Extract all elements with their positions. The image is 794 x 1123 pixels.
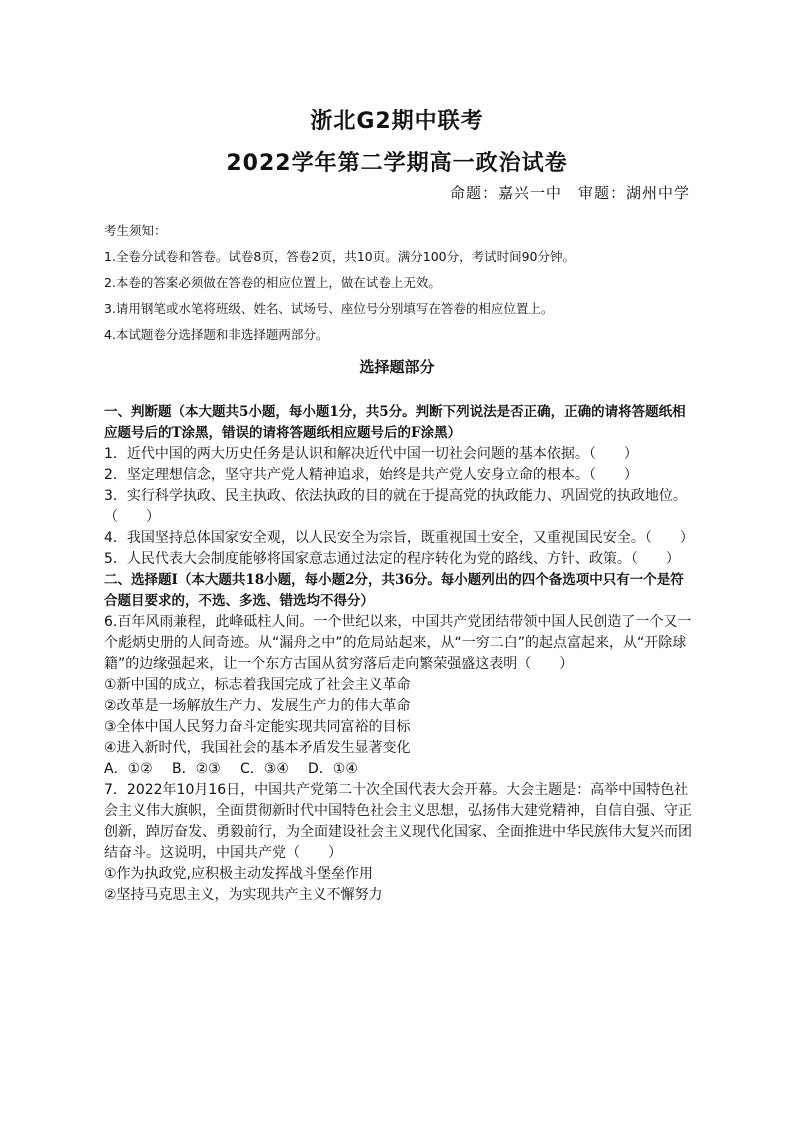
exam-title-line1: 浙北G2期中联考 [310, 109, 484, 134]
notice-item: 2.本卷的答案必须做在答卷的相应位置上，做在试卷上无效。 [104, 275, 441, 290]
notice-item: 4.本试题卷分选择题和非选择题两部分。 [104, 327, 329, 342]
choice-c: C．③④ [240, 761, 289, 777]
notice-heading: 考生须知： [104, 223, 167, 238]
notice-block [104, 218, 694, 348]
question-2: 2．坚定理想信念，坚守共产党人精神追求，始终是共产党人安身立命的根本。（ ） [104, 467, 638, 483]
question-7-option: ②坚持马克思主义，为实现共产主义不懈努力 [104, 887, 383, 903]
section-title: 选择题部分 [359, 358, 435, 376]
part1-heading: 一、判断题（本大题共5小题，每小题1分，共5分。判断下列说法是否正确，正确的请将答题纸相应题号后的T涂黑，错误的请将答题纸相应题号后的F涂黑） [104, 404, 686, 441]
question-6-choices [104, 759, 696, 780]
question-7-stem: 7．2022年10月16日，中国共产党第二十次全国代表大会开幕。大会主题是：高举中国特色社会主义伟大旗帜，全面贯彻新时代中国特色社会主义思想，弘扬伟大建党精神，自信自强、守正创新，踔厉奋发、勇毅前行，为全面建设社会主义现代化国家、全面推进中华民族伟大复兴而团结奋斗。这说明，中国共产党（ ） [104, 782, 692, 861]
notice-item: 1.全卷分试卷和答卷。试卷8页，答卷2页，共10页。满分100分，考试时间90分钟。 [104, 249, 576, 264]
question-1: 1．近代中国的两大历史任务是认识和解决近代中国一切社会问题的基本依据。（ ） [104, 446, 638, 462]
question-6-option: ③全体中国人民努力奋斗定能实现共同富裕的目标 [104, 719, 411, 735]
question-4: 4．我国坚持总体国家安全观，以人民安全为宗旨，既重视国土安全，又重视国民安全。（ ） [104, 530, 694, 546]
notice-item: 3.请用钢笔或水笔将班级、姓名、试场号、座位号分别填写在答卷的相应位置上。 [104, 301, 554, 316]
exam-setter: 命题：嘉兴一中 审题：湖州中学 [449, 184, 690, 202]
question-6-stem: 6.百年风雨兼程，此峰砥柱人间。一个世纪以来，中国共产党团结带领中国人民创造了一个又一个彪炳史册的人间奇迹。从“漏舟之中”的危局站起来，从“一穷二白”的起点富起来，从“开除球籍”的边缘强起来，让一个东方古国从贫穷落后走向繁荣强盛这表明（ ） [104, 614, 692, 672]
question-5: 5．人民代表大会制度能够将国家意志通过法定的程序转化为党的路线、方针、政策。（ ） [104, 551, 680, 567]
question-6-option: ①新中国的成立，标志着我国完成了社会主义革命 [104, 677, 411, 693]
question-3: 3．实行科学执政、民主执政、依法执政的目的就在于提高党的执政能力、巩固党的执政地位。（ ） [104, 488, 687, 525]
question-6-option: ④进入新时代，我国社会的基本矛盾发生显著变化 [104, 740, 411, 756]
choice-b: B．②③ [172, 761, 221, 777]
questions-body [104, 402, 696, 906]
choice-a: A．①② [104, 761, 153, 777]
question-7-option: ①作为执政党,应积极主动发挥战斗堡垒作用 [104, 866, 373, 882]
exam-title-line2: 2022学年第二学期高一政治试卷 [226, 151, 568, 176]
choice-d: D．①④ [308, 761, 358, 777]
part2-heading: 二、选择题Ⅰ（本大题共18小题，每小题2分，共36分。每小题列出的四个备选项中只有一个是符合题目要求的，不选、多选、错选均不得分） [104, 572, 684, 609]
question-6-option: ②改革是一场解放生产力、发展生产力的伟大革命 [104, 698, 411, 714]
